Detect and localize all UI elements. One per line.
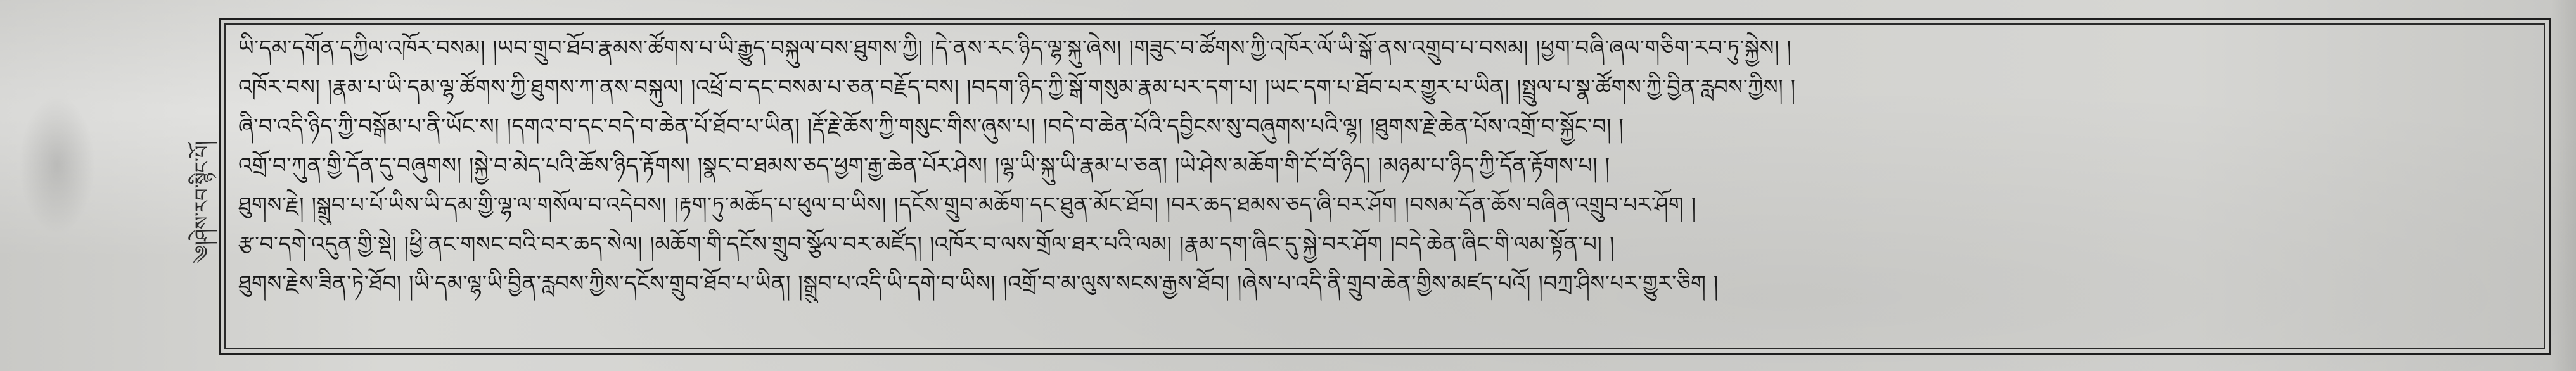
text-line-2: འཁོར་བས། །རྣམ་པ་ཡི་དམ་ལྷ་ཚོགས་ཀྱི་ཐུགས་ཀ་ནས་བསྐུལ། །འཕྲོ་བ་དང་བསམ་པ་ཅན་བརྗོད་བས། །བདག་ཉིད་ཀྱི་སྒོ་གསུམ་རྣམ་པར་དག་པ། །ཡང་དག་པ་ཐོབ་པར་གྱུར་པ་ཡིན། །སྤྲུལ་པ་སྣ་ཚོགས་ཀྱི་བྱིན་རླབས་ཀྱིས། ། [238, 75, 1796, 100]
text-line-4: འགྲོ་བ་ཀུན་གྱི་དོན་དུ་བཞུགས། །སྐྱེ་བ་མེད་པའི་ཆོས་ཉིད་རྟོགས། །སྣང་བ་ཐམས་ཅད་ཕྱག་རྒྱ་ཆེན་པོར་ཤེས། །ལྷ་ཡི་སྐུ་ཡི་རྣམ་པ་ཅན། །ཡེ་ཤེས་མཆོག་གི་ངོ་བོ་ཉིད། །མཉམ་པ་ཉིད་ཀྱི་དོན་རྟོགས་པ། ། [238, 153, 1610, 179]
paper-stain [19, 95, 95, 234]
text-line-3: ཞི་བ་འདི་ཉིད་ཀྱི་བསྒོམ་པ་ནི་ཡོང་ས། །དགའ་བ་དང་བདེ་བ་ཆེན་པོ་ཐོབ་པ་ཡིན། །རྡོ་རྗེ་ཆོས་ཀྱི་གསུང་གིས་ཞུས་པ། །བདེ་བ་ཆེན་པོའི་དབྱིངས་སུ་བཞུགས་པའི་ལྷ། །ཐུགས་རྗེ་ཆེན་པོས་འགྲོ་བ་སྐྱོང་བ། ། [238, 114, 1624, 139]
text-line-5: ཐུགས་རྗེ། །སྒྲུབ་པ་པོ་ཡིས་ཡི་དམ་གྱི་ལྷ་ལ་གསོལ་བ་འདེབས། །རྟག་ཏུ་མཆོད་པ་ཕུལ་བ་ཡིས། །དངོས་གྲུབ་མཆོག་དང་ཐུན་མོང་ཐོབ། །བར་ཆད་ཐམས་ཅད་ཞི་བར་ཤོག །བསམ་དོན་ཆོས་བཞིན་འགྲུབ་པར་ཤོག ། [238, 192, 1696, 218]
text-line-6: རྩ་བ་དགེ་འདུན་གྱི་སྡེ། །ཕྱི་ནང་གསང་བའི་བར་ཆད་སེལ། །མཆོག་གི་དངོས་གྲུབ་སྩོལ་བར་མཛོད། །འཁོར་བ་ལས་གྲོལ་ཐར་པའི་ལམ། །རྣམ་དག་ཞིང་དུ་སྐྱེ་བར་ཤོག །བདེ་ཆེན་ཞིང་གི་ལམ་སྟོན་པ། ། [238, 232, 1615, 257]
left-margin [0, 0, 177, 371]
text-line-7: ཐུགས་རྗེས་ཟིན་ཏེ་ཐོབ། །ཡི་དམ་ལྷ་ཡི་བྱིན་རླབས་ཀྱིས་དངོས་གྲུབ་ཐོབ་པ་ཡིན། །སྒྲུབ་པ་འདི་ཡི་དགེ་བ་ཡིས། །འགྲོ་བ་མ་ལུས་སངས་རྒྱས་ཐོབ། །ཞེས་པ་འདི་ནི་གྲུབ་ཆེན་གྱིས་མཛད་པའོ། །བཀྲ་ཤིས་པར་གྱུར་ཅིག ། [238, 271, 1719, 296]
text-line-1: ཡི་དམ་དགོན་དཀྱིལ་འཁོར་བསམ། །ཡབ་གྲུབ་ཐོབ་རྣམས་ཚོགས་པ་ཡི་རྒྱུད་བསྐུལ་བས་ཐུགས་ཀྱི། །དེ་ནས་རང་ཉིད་ལྷ་སྐུ་ཞེས། །གཟུང་བ་ཚོགས་ཀྱི་འཁོར་ལོ་ཡི་སྒོ་ནས་འགྲུབ་པ་བསམ། །ཕྱག་བཞི་ཞལ་གཅིག་རབ་ཏུ་སྐྱེས། ། [238, 35, 1792, 61]
margin-label [190, 89, 215, 317]
text-frame [219, 18, 2551, 355]
right-page-edge [2551, 0, 2576, 371]
margin-label-text: ༄།ཤེས་རབ་སྙིང་པོ། [191, 141, 214, 264]
